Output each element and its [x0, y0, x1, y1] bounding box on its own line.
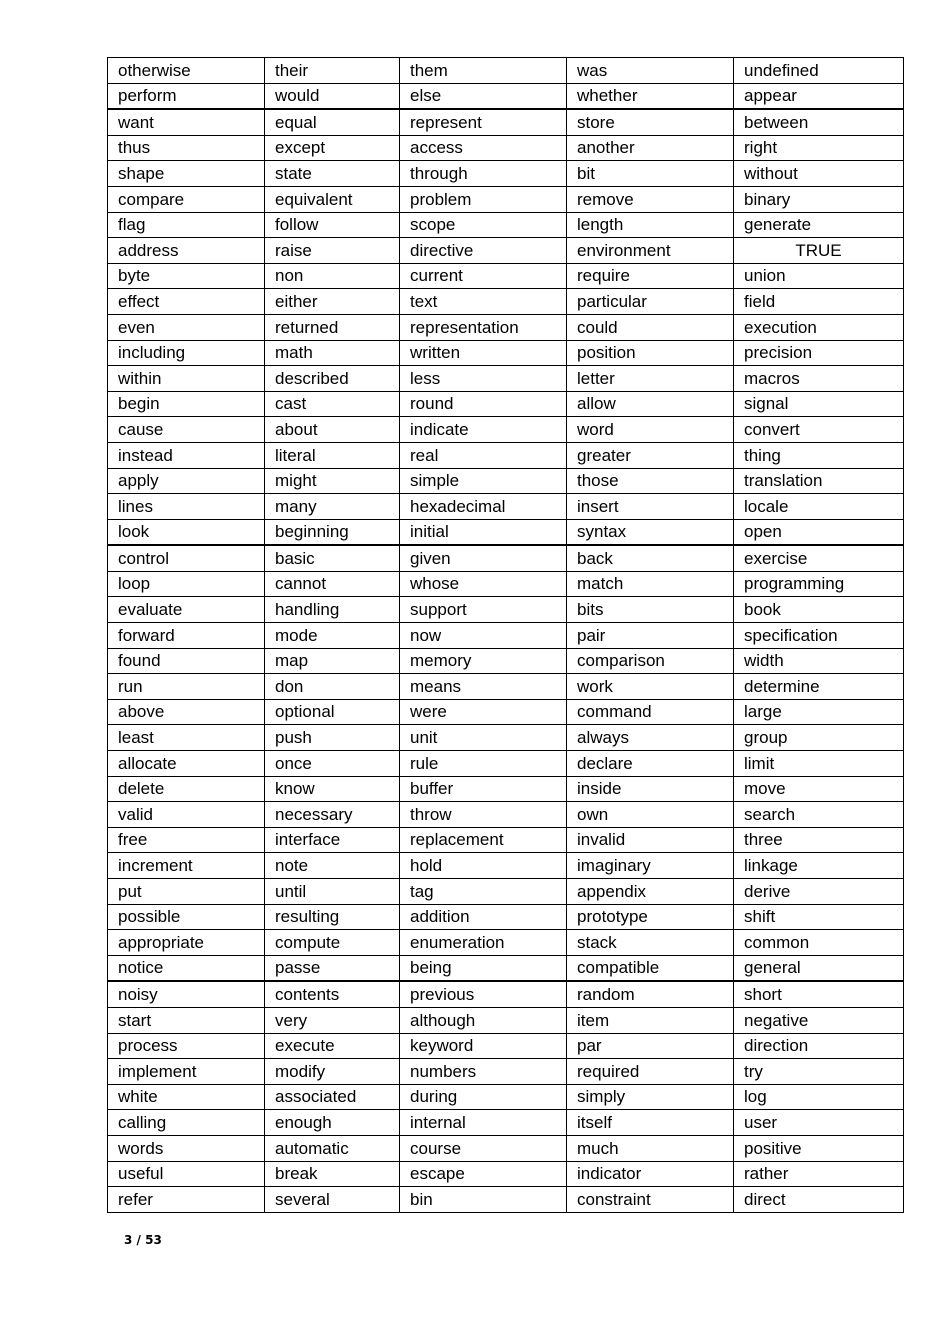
- table-cell: enough: [265, 1110, 400, 1136]
- table-row: [108, 725, 904, 751]
- table-cell: valid: [108, 802, 265, 828]
- table-row: [108, 442, 904, 468]
- table-cell: associated: [265, 1084, 400, 1110]
- table-cell: derive: [734, 879, 904, 905]
- table-cell: store: [567, 109, 734, 135]
- table-row: [108, 904, 904, 930]
- table-cell: bin: [400, 1187, 567, 1213]
- table-row: [108, 519, 904, 545]
- table-cell: large: [734, 699, 904, 725]
- table-cell: specification: [734, 623, 904, 649]
- table-cell: written: [400, 340, 567, 366]
- table-cell: TRUE: [734, 238, 904, 264]
- table-cell: thus: [108, 135, 265, 161]
- table-cell: effect: [108, 289, 265, 315]
- table-cell: general: [734, 955, 904, 981]
- table-cell: address: [108, 238, 265, 264]
- table-cell: internal: [400, 1110, 567, 1136]
- table-row: [108, 135, 904, 161]
- table-cell: negative: [734, 1007, 904, 1033]
- table-cell: several: [265, 1187, 400, 1213]
- table-row: [108, 314, 904, 340]
- table-cell: cause: [108, 417, 265, 443]
- table-cell: could: [567, 314, 734, 340]
- table-cell: item: [567, 1007, 734, 1033]
- table-cell: own: [567, 802, 734, 828]
- table-cell: previous: [400, 981, 567, 1007]
- table-cell: round: [400, 391, 567, 417]
- table-cell: macros: [734, 366, 904, 392]
- table-cell: exercise: [734, 545, 904, 571]
- table-cell: required: [567, 1059, 734, 1085]
- table-cell: through: [400, 161, 567, 187]
- table-cell: whether: [567, 83, 734, 109]
- table-row: [108, 1007, 904, 1033]
- table-cell: math: [265, 340, 400, 366]
- table-cell: par: [567, 1033, 734, 1059]
- table-row: [108, 186, 904, 212]
- table-cell: pair: [567, 623, 734, 649]
- table-row: [108, 1135, 904, 1161]
- table-cell: work: [567, 674, 734, 700]
- table-cell: many: [265, 494, 400, 520]
- table-cell: generate: [734, 212, 904, 238]
- table-cell: loop: [108, 571, 265, 597]
- table-row: [108, 853, 904, 879]
- table-row: [108, 776, 904, 802]
- table-row: [108, 212, 904, 238]
- table-cell: passe: [265, 955, 400, 981]
- table-cell: field: [734, 289, 904, 315]
- table-cell: given: [400, 545, 567, 571]
- table-row: [108, 289, 904, 315]
- table-cell: user: [734, 1110, 904, 1136]
- table-cell: those: [567, 468, 734, 494]
- table-cell: match: [567, 571, 734, 597]
- table-row: [108, 263, 904, 289]
- table-cell: require: [567, 263, 734, 289]
- table-cell: means: [400, 674, 567, 700]
- table-cell: environment: [567, 238, 734, 264]
- table-cell: direction: [734, 1033, 904, 1059]
- table-cell: allow: [567, 391, 734, 417]
- table-cell: equal: [265, 109, 400, 135]
- table-cell: particular: [567, 289, 734, 315]
- table-cell: forward: [108, 623, 265, 649]
- table-cell: scope: [400, 212, 567, 238]
- table-cell: being: [400, 955, 567, 981]
- table-cell: short: [734, 981, 904, 1007]
- table-cell: direct: [734, 1187, 904, 1213]
- table-cell: union: [734, 263, 904, 289]
- table-cell: signal: [734, 391, 904, 417]
- table-cell: replacement: [400, 827, 567, 853]
- table-cell: current: [400, 263, 567, 289]
- table-cell: notice: [108, 955, 265, 981]
- table-cell: simply: [567, 1084, 734, 1110]
- table-cell: evaluate: [108, 597, 265, 623]
- table-cell: equivalent: [265, 186, 400, 212]
- table-cell: within: [108, 366, 265, 392]
- table-cell: initial: [400, 519, 567, 545]
- table-cell: numbers: [400, 1059, 567, 1085]
- table-cell: control: [108, 545, 265, 571]
- table-cell: hexadecimal: [400, 494, 567, 520]
- table-cell: resulting: [265, 904, 400, 930]
- table-cell: during: [400, 1084, 567, 1110]
- table-cell: optional: [265, 699, 400, 725]
- table-cell: addition: [400, 904, 567, 930]
- table-cell: appear: [734, 83, 904, 109]
- table-cell: apply: [108, 468, 265, 494]
- table-cell: positive: [734, 1135, 904, 1161]
- table-cell: else: [400, 83, 567, 109]
- table-row: [108, 827, 904, 853]
- table-cell: less: [400, 366, 567, 392]
- table-cell: now: [400, 623, 567, 649]
- table-cell: command: [567, 699, 734, 725]
- table-cell: search: [734, 802, 904, 828]
- table-cell: very: [265, 1007, 400, 1033]
- table-cell: automatic: [265, 1135, 400, 1161]
- table-cell: begin: [108, 391, 265, 417]
- table-cell: locale: [734, 494, 904, 520]
- table-row: [108, 981, 904, 1007]
- table-cell: hold: [400, 853, 567, 879]
- table-cell: found: [108, 648, 265, 674]
- table-cell: common: [734, 930, 904, 956]
- table-cell: problem: [400, 186, 567, 212]
- table-cell: random: [567, 981, 734, 1007]
- table-row: [108, 571, 904, 597]
- table-cell: handling: [265, 597, 400, 623]
- table-cell: possible: [108, 904, 265, 930]
- table-cell: cannot: [265, 571, 400, 597]
- table-cell: literal: [265, 442, 400, 468]
- table-cell: unit: [400, 725, 567, 751]
- table-row: [108, 1033, 904, 1059]
- table-cell: itself: [567, 1110, 734, 1136]
- table-cell: open: [734, 519, 904, 545]
- table-cell: state: [265, 161, 400, 187]
- table-cell: don: [265, 674, 400, 700]
- table-row: [108, 83, 904, 109]
- table-cell: limit: [734, 751, 904, 777]
- table-cell: compute: [265, 930, 400, 956]
- table-cell: allocate: [108, 751, 265, 777]
- table-cell: was: [567, 58, 734, 84]
- table-cell: process: [108, 1033, 265, 1059]
- table-row: [108, 674, 904, 700]
- table-cell: another: [567, 135, 734, 161]
- table-cell: break: [265, 1161, 400, 1187]
- table-cell: greater: [567, 442, 734, 468]
- table-cell: implement: [108, 1059, 265, 1085]
- table-cell: shift: [734, 904, 904, 930]
- table-cell: rather: [734, 1161, 904, 1187]
- table-cell: increment: [108, 853, 265, 879]
- table-row: [108, 1161, 904, 1187]
- table-cell: linkage: [734, 853, 904, 879]
- table-cell: directive: [400, 238, 567, 264]
- table-cell: book: [734, 597, 904, 623]
- table-cell: refer: [108, 1187, 265, 1213]
- table-row: [108, 955, 904, 981]
- table-cell: necessary: [265, 802, 400, 828]
- table-row: [108, 1059, 904, 1085]
- table-cell: remove: [567, 186, 734, 212]
- table-cell: support: [400, 597, 567, 623]
- table-cell: indicate: [400, 417, 567, 443]
- word-table: [107, 57, 904, 1213]
- table-cell: rule: [400, 751, 567, 777]
- table-cell: right: [734, 135, 904, 161]
- table-cell: execute: [265, 1033, 400, 1059]
- table-cell: text: [400, 289, 567, 315]
- table-cell: real: [400, 442, 567, 468]
- table-row: [108, 417, 904, 443]
- table-cell: them: [400, 58, 567, 84]
- table-cell: three: [734, 827, 904, 853]
- table-cell: throw: [400, 802, 567, 828]
- table-cell: appendix: [567, 879, 734, 905]
- table-row: [108, 161, 904, 187]
- table-cell: contents: [265, 981, 400, 1007]
- table-cell: instead: [108, 442, 265, 468]
- table-cell: noisy: [108, 981, 265, 1007]
- table-row: [108, 1110, 904, 1136]
- table-row: [108, 468, 904, 494]
- table-cell: either: [265, 289, 400, 315]
- table-cell: except: [265, 135, 400, 161]
- table-row: [108, 802, 904, 828]
- table-cell: try: [734, 1059, 904, 1085]
- table-cell: compare: [108, 186, 265, 212]
- table-cell: stack: [567, 930, 734, 956]
- table-row: [108, 58, 904, 84]
- table-cell: memory: [400, 648, 567, 674]
- table-cell: raise: [265, 238, 400, 264]
- table-cell: enumeration: [400, 930, 567, 956]
- table-cell: would: [265, 83, 400, 109]
- table-cell: words: [108, 1135, 265, 1161]
- table-cell: interface: [265, 827, 400, 853]
- table-cell: above: [108, 699, 265, 725]
- table-row: [108, 109, 904, 135]
- table-cell: declare: [567, 751, 734, 777]
- table-cell: non: [265, 263, 400, 289]
- table-cell: back: [567, 545, 734, 571]
- table-cell: convert: [734, 417, 904, 443]
- table-cell: execution: [734, 314, 904, 340]
- table-cell: their: [265, 58, 400, 84]
- table-cell: once: [265, 751, 400, 777]
- table-cell: perform: [108, 83, 265, 109]
- table-cell: escape: [400, 1161, 567, 1187]
- table-cell: course: [400, 1135, 567, 1161]
- table-cell: until: [265, 879, 400, 905]
- table-row: [108, 1187, 904, 1213]
- table-cell: run: [108, 674, 265, 700]
- page-number: 3 / 53: [124, 1233, 162, 1247]
- table-cell: group: [734, 725, 904, 751]
- table-cell: bit: [567, 161, 734, 187]
- table-row: [108, 751, 904, 777]
- table-cell: width: [734, 648, 904, 674]
- table-cell: although: [400, 1007, 567, 1033]
- table-cell: free: [108, 827, 265, 853]
- table-cell: insert: [567, 494, 734, 520]
- table-cell: access: [400, 135, 567, 161]
- table-cell: delete: [108, 776, 265, 802]
- table-cell: syntax: [567, 519, 734, 545]
- table-cell: cast: [265, 391, 400, 417]
- table-cell: log: [734, 1084, 904, 1110]
- table-cell: white: [108, 1084, 265, 1110]
- table-cell: programming: [734, 571, 904, 597]
- table-cell: invalid: [567, 827, 734, 853]
- table-cell: prototype: [567, 904, 734, 930]
- table-cell: note: [265, 853, 400, 879]
- table-cell: mode: [265, 623, 400, 649]
- table-cell: modify: [265, 1059, 400, 1085]
- table-row: [108, 545, 904, 571]
- table-cell: tag: [400, 879, 567, 905]
- table-cell: much: [567, 1135, 734, 1161]
- table-cell: compatible: [567, 955, 734, 981]
- table-row: [108, 1084, 904, 1110]
- table-row: [108, 699, 904, 725]
- table-cell: keyword: [400, 1033, 567, 1059]
- table-cell: whose: [400, 571, 567, 597]
- table-cell: undefined: [734, 58, 904, 84]
- table-cell: byte: [108, 263, 265, 289]
- table-cell: about: [265, 417, 400, 443]
- table-cell: want: [108, 109, 265, 135]
- table-cell: described: [265, 366, 400, 392]
- table-cell: without: [734, 161, 904, 187]
- table-cell: follow: [265, 212, 400, 238]
- table-cell: otherwise: [108, 58, 265, 84]
- table-cell: represent: [400, 109, 567, 135]
- table-cell: appropriate: [108, 930, 265, 956]
- table-cell: including: [108, 340, 265, 366]
- table-cell: buffer: [400, 776, 567, 802]
- table-cell: returned: [265, 314, 400, 340]
- table-row: [108, 879, 904, 905]
- table-cell: flag: [108, 212, 265, 238]
- table-cell: representation: [400, 314, 567, 340]
- table-row: [108, 391, 904, 417]
- table-row: [108, 623, 904, 649]
- table-cell: word: [567, 417, 734, 443]
- table-cell: might: [265, 468, 400, 494]
- table-cell: put: [108, 879, 265, 905]
- table-cell: determine: [734, 674, 904, 700]
- table-cell: start: [108, 1007, 265, 1033]
- table-cell: were: [400, 699, 567, 725]
- table-row: [108, 340, 904, 366]
- table-row: [108, 494, 904, 520]
- table-cell: beginning: [265, 519, 400, 545]
- table-cell: calling: [108, 1110, 265, 1136]
- table-cell: basic: [265, 545, 400, 571]
- table-cell: binary: [734, 186, 904, 212]
- table-cell: length: [567, 212, 734, 238]
- table-cell: always: [567, 725, 734, 751]
- table-cell: simple: [400, 468, 567, 494]
- table-cell: imaginary: [567, 853, 734, 879]
- table-cell: useful: [108, 1161, 265, 1187]
- table-cell: letter: [567, 366, 734, 392]
- table-row: [108, 648, 904, 674]
- table-cell: map: [265, 648, 400, 674]
- table-cell: look: [108, 519, 265, 545]
- table-cell: indicator: [567, 1161, 734, 1187]
- table-cell: know: [265, 776, 400, 802]
- table-row: [108, 930, 904, 956]
- table-cell: push: [265, 725, 400, 751]
- table-cell: constraint: [567, 1187, 734, 1213]
- table-cell: between: [734, 109, 904, 135]
- table-cell: precision: [734, 340, 904, 366]
- table-cell: thing: [734, 442, 904, 468]
- table-cell: even: [108, 314, 265, 340]
- table-cell: bits: [567, 597, 734, 623]
- table-cell: translation: [734, 468, 904, 494]
- table-row: [108, 238, 904, 264]
- table-cell: move: [734, 776, 904, 802]
- table-row: [108, 597, 904, 623]
- table-cell: comparison: [567, 648, 734, 674]
- table-cell: inside: [567, 776, 734, 802]
- table-row: [108, 366, 904, 392]
- table-cell: shape: [108, 161, 265, 187]
- table-cell: least: [108, 725, 265, 751]
- table-cell: lines: [108, 494, 265, 520]
- table-cell: position: [567, 340, 734, 366]
